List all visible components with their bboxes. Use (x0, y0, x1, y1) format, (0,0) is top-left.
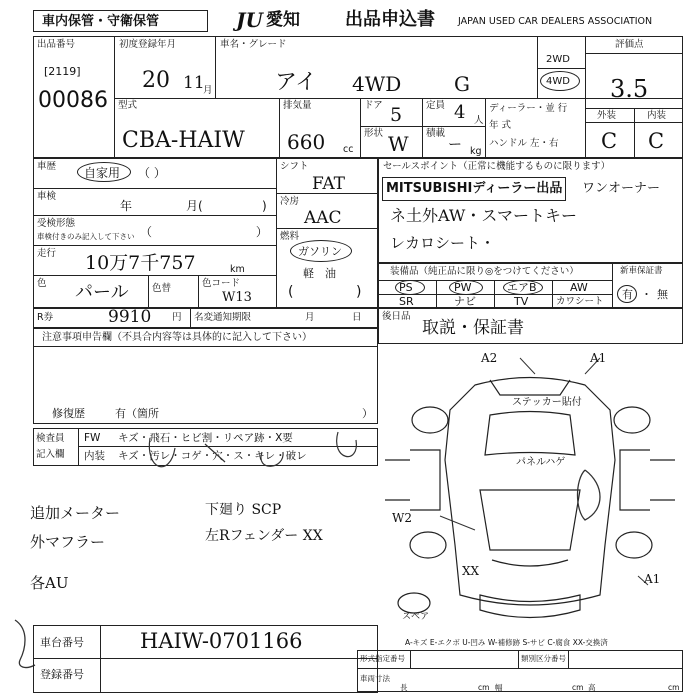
repair-label: 修復歴 (52, 407, 85, 420)
doors-value: 5 (390, 104, 403, 126)
damage-panel: パネルハゲ (516, 457, 566, 468)
equipment-label: 装備品（純正品に限り◎をつけてください） (390, 266, 579, 277)
equip-ps: PS (399, 281, 413, 294)
one-owner: ワンオーナー (582, 181, 661, 196)
lot-label: 出品番号 (37, 39, 76, 50)
lot-sub-number: [2119] (44, 65, 81, 78)
exterior-label: 外装 (597, 110, 617, 121)
type-value: CBA-HAIW (122, 128, 245, 153)
acceptance-note: 車検付きのみ記入して下さい (37, 232, 135, 241)
acceptance-paren: （ ） (140, 225, 268, 239)
capacity-value: 4 (454, 102, 466, 123)
entry-label: 記入欄 (36, 449, 65, 460)
size-label: 車両寸法 (360, 674, 390, 683)
inspection-row2-items: キズ・汚レ・コゲ・穴・ス・キレ・破レ (118, 450, 307, 462)
chassis-value: HAIW-0701166 (140, 629, 303, 653)
size-length-cm: cm (478, 683, 490, 692)
exterior-value: C (601, 129, 618, 153)
note-right2: 左Rフェンダー XX (205, 528, 323, 544)
ac-label: 冷房 (280, 196, 300, 207)
equip-leather-seat: カワシート (556, 296, 604, 307)
size-length: 長 (400, 683, 408, 692)
dealer-line2: 年 式 (489, 120, 512, 131)
damage-a1-bottom: A1 (644, 572, 661, 586)
color-label: 色 (37, 278, 47, 289)
load-unit: kg (470, 146, 482, 157)
score-value: 3.5 (610, 75, 649, 103)
shaken-end: ) (262, 199, 267, 213)
size-width-cm: cm (572, 683, 584, 692)
damage-a2: A2 (481, 351, 498, 365)
registration-month-unit: 月 (203, 85, 213, 96)
repair-end: ） (362, 407, 373, 420)
sales-points-label: セールスポイント（正常に機能するものに限ります） (383, 161, 611, 172)
type-label: 型式 (118, 100, 138, 111)
inspection-row2-head: 内装 (84, 450, 105, 462)
model-label: 車名・グレード (220, 39, 287, 50)
equip-navi: ナビ (454, 295, 476, 308)
shift-value: FAT (312, 174, 346, 194)
mileage-label: 走行 (37, 248, 57, 259)
size-height-cm: cm (668, 683, 680, 692)
history-value: 自家用 (84, 166, 121, 180)
fuel-label: 燃料 (280, 231, 300, 242)
equip-sr: SR (399, 295, 414, 308)
drive-4wd: 4WD (546, 76, 570, 87)
class-number-label: 類別区分番号 (521, 654, 566, 663)
damage-sticker: ステッカー貼付 (512, 397, 582, 408)
load-label: 積載 (426, 128, 446, 139)
warranty-book-label: 新車保証書 (620, 266, 663, 276)
equip-aw: AW (570, 281, 588, 294)
notes-label: 注意事項申告欄（不具合内容等は具体的に記入して下さい） (42, 332, 312, 343)
form-subtitle: JAPAN USED CAR DEALERS ASSOCIATION (458, 16, 653, 27)
mileage-unit: km (230, 264, 245, 275)
registration-label: 初度登録年月 (119, 39, 177, 50)
damage-w2: W2 (392, 511, 412, 525)
registration-month: 11 (183, 73, 205, 93)
ju-logo-text: JU (236, 8, 263, 32)
registration-year: 20 (142, 68, 170, 93)
doors-label: ドア (364, 100, 383, 111)
note-line1: 追加メーター (30, 504, 121, 522)
post-label: 後日品 (382, 311, 411, 322)
dealer-stamp-text: MITSUBISHIディーラー出品 (386, 181, 563, 196)
damage-a1-top: A1 (590, 351, 607, 365)
sales-line2: ネ土外AW・スマートキー (390, 206, 578, 225)
damage-legend: A-キズ E-エクボ U-凹み W-補修跡 S-サビ C-腐食 XX-交換済 (405, 638, 608, 647)
model-drive: 4WD (352, 72, 402, 96)
note-right1: 下廻り SCP (205, 502, 282, 518)
inspection-row1-head: FW (84, 432, 101, 444)
displacement-label: 排気量 (283, 100, 312, 111)
color-change-label: 色替 (152, 283, 172, 294)
name-change-label: 名変通知期限 (194, 312, 252, 323)
displacement-value: 660 (287, 130, 326, 154)
note-line3: 各AU (30, 574, 69, 592)
shaken-month: 月( (186, 199, 203, 213)
inspection-row1-items: キズ・飛石・ヒビ割・リペア跡・X要 (118, 432, 293, 444)
chassis-label: 車台番号 (40, 636, 84, 649)
mileage-value: 10万7千757 (85, 252, 196, 274)
fuel-diesel: 軽 油 (303, 267, 336, 280)
history-paren: （ ） (138, 166, 166, 180)
drive-2wd: 2WD (546, 54, 570, 65)
ac-value: AAC (304, 208, 342, 228)
capacity-label: 定員 (426, 100, 446, 111)
storage-tag-text: 車内保管・守衛保管 (42, 14, 160, 29)
org-name: 愛知 (266, 10, 300, 30)
car-diagram (380, 350, 680, 640)
reg-number-label: 登録番号 (40, 668, 84, 681)
score-label: 評価点 (615, 39, 644, 50)
color-code-label: 色コード (202, 278, 241, 289)
name-change-month: 月 (305, 312, 315, 323)
interior-value: C (648, 129, 665, 153)
dealer-line1: ディーラー・並 行 (489, 103, 568, 114)
warranty-no: 無 (657, 288, 668, 301)
post-value: 取説・保証書 (422, 318, 524, 338)
recycle-label: R券 (37, 312, 54, 323)
spare-label: スペア (402, 612, 430, 622)
interior-label: 内装 (647, 110, 667, 121)
capacity-unit: 人 (474, 115, 484, 126)
recycle-value: 9910 (108, 307, 152, 327)
size-height: 高 (588, 683, 596, 692)
equip-pw: PW (454, 281, 472, 294)
model-grade: G (454, 72, 470, 96)
equip-tv: TV (514, 295, 529, 308)
repair-value: 有（箇所 (115, 407, 159, 420)
load-value: ー (448, 137, 462, 153)
history-label: 車歴 (37, 161, 57, 172)
damage-xx: XX (462, 564, 480, 578)
acceptance-label: 受検形態 (37, 218, 76, 229)
warranty-yes: 有 (622, 288, 633, 301)
model-name: アイ (275, 70, 318, 95)
note-line2: 外マフラー (30, 533, 106, 551)
shaken-label: 車検 (37, 191, 57, 202)
color-code: W13 (222, 290, 252, 305)
displacement-unit: cc (343, 144, 354, 155)
inspector-label: 検査員 (36, 433, 65, 444)
shift-label: シフト (280, 161, 309, 172)
shape-value: W (388, 132, 409, 156)
form-number-label: 形式指定番号 (360, 654, 405, 663)
shape-label: 形状 (364, 128, 384, 139)
size-width: 幅 (495, 683, 503, 692)
name-change-day: 日 (352, 312, 362, 323)
shaken-year: 年 (120, 199, 133, 213)
fuel-gas: ガソリン (298, 245, 342, 258)
dealer-line3: ハンドル 左・右 (489, 138, 559, 149)
sales-line3: レカロシート・ (390, 234, 496, 252)
lot-number: 00086 (38, 88, 108, 113)
equip-airbag: エアB (507, 281, 537, 294)
recycle-unit: 円 (172, 312, 182, 323)
color-value: パール (75, 282, 129, 303)
form-title: 出品申込書 (345, 9, 435, 30)
